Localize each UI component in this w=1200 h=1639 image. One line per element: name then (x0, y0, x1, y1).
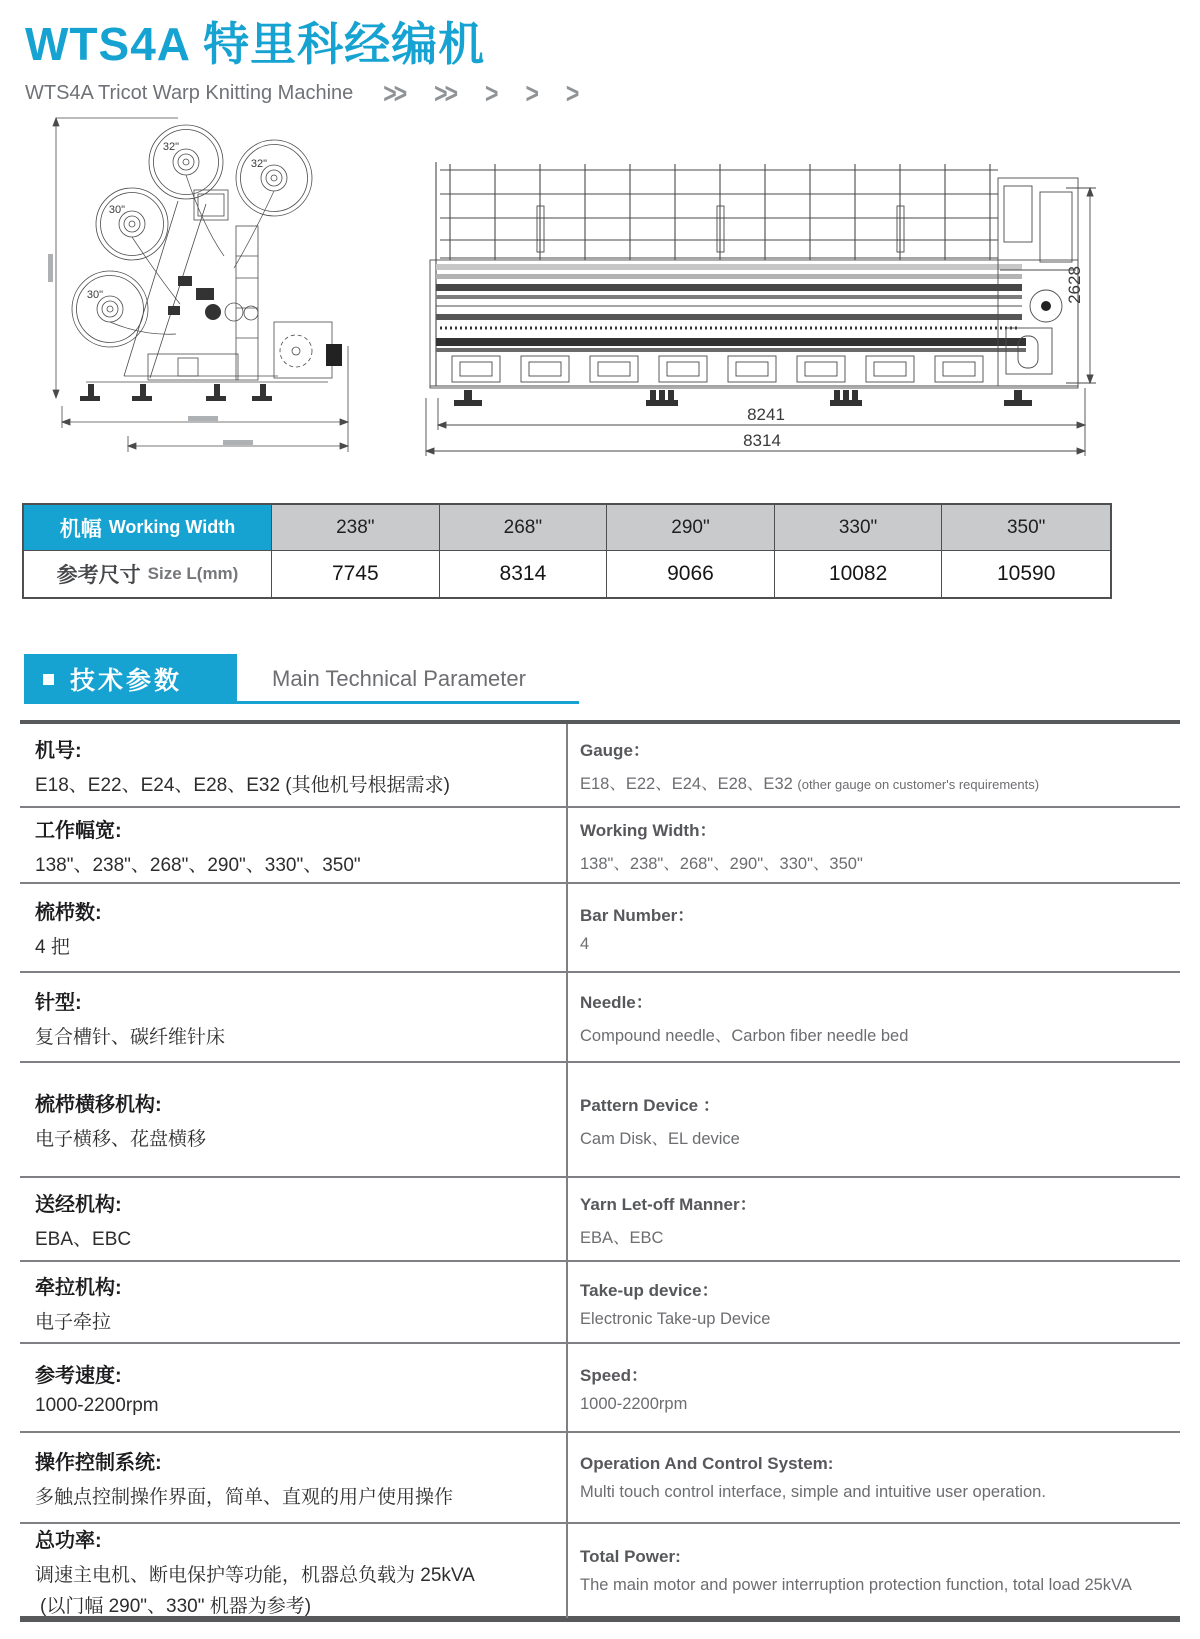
spec-label-en: Gauge： (580, 741, 650, 760)
spec-cell-en (568, 1262, 1180, 1342)
beam-size-label: 32" (162, 141, 180, 153)
spec-label-en: Needle： (580, 993, 653, 1012)
spec-label-en: Working Width： (580, 821, 717, 840)
spec-cell-en (568, 724, 1180, 806)
inner-width-dimension: 8241 (747, 405, 785, 424)
spec-label-cn: 梳栉横移机构: (35, 1094, 162, 1116)
spec-cell-cn (20, 1178, 568, 1260)
spec-cell-en (568, 1063, 1180, 1176)
width-column-header: 290" (607, 505, 775, 551)
spec-value-en-note: (other gauge on customer's requirements) (797, 777, 1040, 792)
spec-cell-en (568, 973, 1180, 1061)
spec-cell-en (568, 1524, 1180, 1618)
spec-value-en: 4 (580, 935, 590, 953)
size-value-cell: 9066 (607, 551, 775, 597)
technical-parameter-table (20, 720, 1180, 1622)
spec-label-en: Operation And Control System: (580, 1453, 834, 1473)
chevron-icon: >> (383, 76, 405, 110)
spec-value-cn: E18、E22、E24、E28、E32 (其他机号根据需求) (35, 774, 450, 796)
spec-value-cn: EBA、EBC (35, 1228, 132, 1250)
chevron-icon: >> (434, 76, 456, 110)
beam-size-label: 32" (250, 158, 268, 170)
spec-value-cn: 调速主电机、断电保护等功能，机器总负载为 25kVA (35, 1565, 475, 1586)
size-value-cell: 10082 (775, 551, 943, 597)
spec-cell-cn (20, 1063, 568, 1176)
spec-label-cn: 参考速度: (35, 1364, 122, 1387)
spec-label-cn: 总功率: (35, 1530, 102, 1552)
spec-value-cn: 复合槽针、碳纤维针床 (35, 1026, 226, 1048)
spec-cell-cn (20, 808, 568, 882)
spec-value-cn: 多触点控制操作界面，简单、直观的用户使用操作 (35, 1487, 454, 1508)
table-row (20, 1344, 1180, 1433)
chevron-icon: > (485, 76, 496, 110)
beam-size-label: 30" (108, 204, 126, 216)
front-view-drawing (406, 148, 1098, 465)
spec-cell-cn (20, 1433, 568, 1522)
spec-value-en: Multi touch control interface, simple and intuitive user operation. (580, 1482, 1046, 1501)
spec-label-cn: 工作幅宽: (35, 819, 122, 842)
width-column-header: 330" (775, 505, 943, 551)
table-row (20, 1524, 1180, 1616)
spec-value-en: 138"、238"、268"、290"、330"、350" (580, 855, 863, 873)
page-title: WTS4A 特里科经编机 (25, 18, 486, 70)
chevron-icon: > (525, 76, 536, 110)
spec-label-en: Yarn Let-off Manner： (580, 1195, 757, 1214)
width-column-header: 238" (272, 505, 440, 551)
machine-front-view (406, 148, 1098, 460)
table-row (20, 1063, 1180, 1178)
spec-label-cn: 梳栉数: (35, 902, 102, 924)
table-row (20, 1178, 1180, 1262)
spec-value-cn: 138"、238"、268"、290"、330"、350" (35, 854, 361, 876)
working-width-label-cn: 机幅 (59, 517, 102, 541)
working-width-header-cell (24, 505, 272, 551)
spec-value-en-text: E18、E22、E24、E28、E32 (580, 775, 793, 793)
spec-label-en: Take-up device： (580, 1280, 719, 1300)
spec-cell-en (568, 808, 1180, 882)
height-dimension: 2628 (1065, 266, 1084, 304)
spec-label-cn: 操作控制系统: (35, 1452, 162, 1474)
working-width-label-en: Working Width (108, 517, 236, 537)
spec-cell-cn (20, 1524, 568, 1618)
machine-side-view (28, 106, 363, 456)
spec-value-cn: 1000-2200rpm (35, 1394, 159, 1416)
section-header (24, 654, 237, 704)
side-view-drawing (28, 106, 363, 461)
spec-label-en: Total Power: (580, 1547, 681, 1566)
spec-value-en: The main motor and power interruption protection function, total load 25kVA (580, 1576, 1132, 1594)
chevrons-decoration (383, 76, 606, 110)
width-column-header: 268" (440, 505, 608, 551)
spec-cell-cn (20, 1262, 568, 1342)
size-label-cn: 参考尺寸 (56, 564, 141, 587)
spec-cell-en (568, 1344, 1180, 1431)
spec-value-en: EBA、EBC (580, 1229, 664, 1247)
spec-label-cn: 牵拉机构: (35, 1276, 122, 1299)
spec-cell-cn (20, 884, 568, 971)
page-subtitle: WTS4A Tricot Warp Knitting Machine (25, 82, 354, 104)
square-bullet-icon (43, 674, 54, 685)
size-row-label-cell (24, 551, 272, 597)
section-title-en: Main Technical Parameter (272, 666, 526, 691)
spec-value-cn: 电子牵拉 (35, 1311, 112, 1333)
size-value-cell: 8314 (440, 551, 608, 597)
spec-label-cn: 机号: (35, 739, 82, 762)
table-row (20, 1433, 1180, 1524)
beam-size-label: 30" (86, 289, 104, 301)
spec-value-cn: 电子横移、花盘横移 (35, 1129, 207, 1150)
spec-cell-cn (20, 1344, 568, 1431)
spec-value-en: Cam Disk、EL device (580, 1129, 740, 1148)
spec-label-cn: 送经机构: (35, 1193, 122, 1216)
working-width-table (22, 503, 1112, 599)
spec-value-en: 1000-2200rpm (580, 1395, 688, 1413)
size-value-cell: 10590 (996, 562, 1056, 585)
spec-value-cn-note: (以门幅 290"、330" 机器为参考) (40, 1596, 312, 1617)
page-header (25, 8, 606, 110)
overall-width-dimension: 8314 (743, 431, 781, 450)
table-row (20, 724, 1180, 808)
spec-cell-en (568, 884, 1180, 971)
spec-value-en: Compound needle、Carbon fiber needle bed (580, 1027, 909, 1045)
spec-cell-cn (20, 724, 568, 806)
table-row (20, 808, 1180, 884)
chevron-icon: > (565, 76, 577, 110)
spec-cell-en (568, 1178, 1180, 1260)
width-column-header: 350" (942, 505, 1110, 551)
spec-cell-en (568, 1433, 1180, 1522)
size-label-en: Size L(mm) (147, 564, 239, 583)
spec-value-cn: 4 把 (35, 937, 70, 958)
spec-label-en: Bar Number： (580, 906, 695, 925)
section-title-cn: 技术参数 (70, 667, 183, 695)
size-value-cell: 7745 (272, 551, 440, 597)
spec-cell-cn (20, 973, 568, 1061)
table-row (20, 973, 1180, 1063)
table-row (20, 1262, 1180, 1344)
table-row (20, 884, 1180, 973)
spec-value-en (580, 770, 1172, 794)
spec-label-cn: 针型: (35, 991, 82, 1014)
spec-label-en: Speed： (580, 1366, 649, 1385)
spec-label-en: Pattern Device ： (580, 1095, 720, 1115)
spec-value-en: Electronic Take-up Device (580, 1309, 771, 1328)
